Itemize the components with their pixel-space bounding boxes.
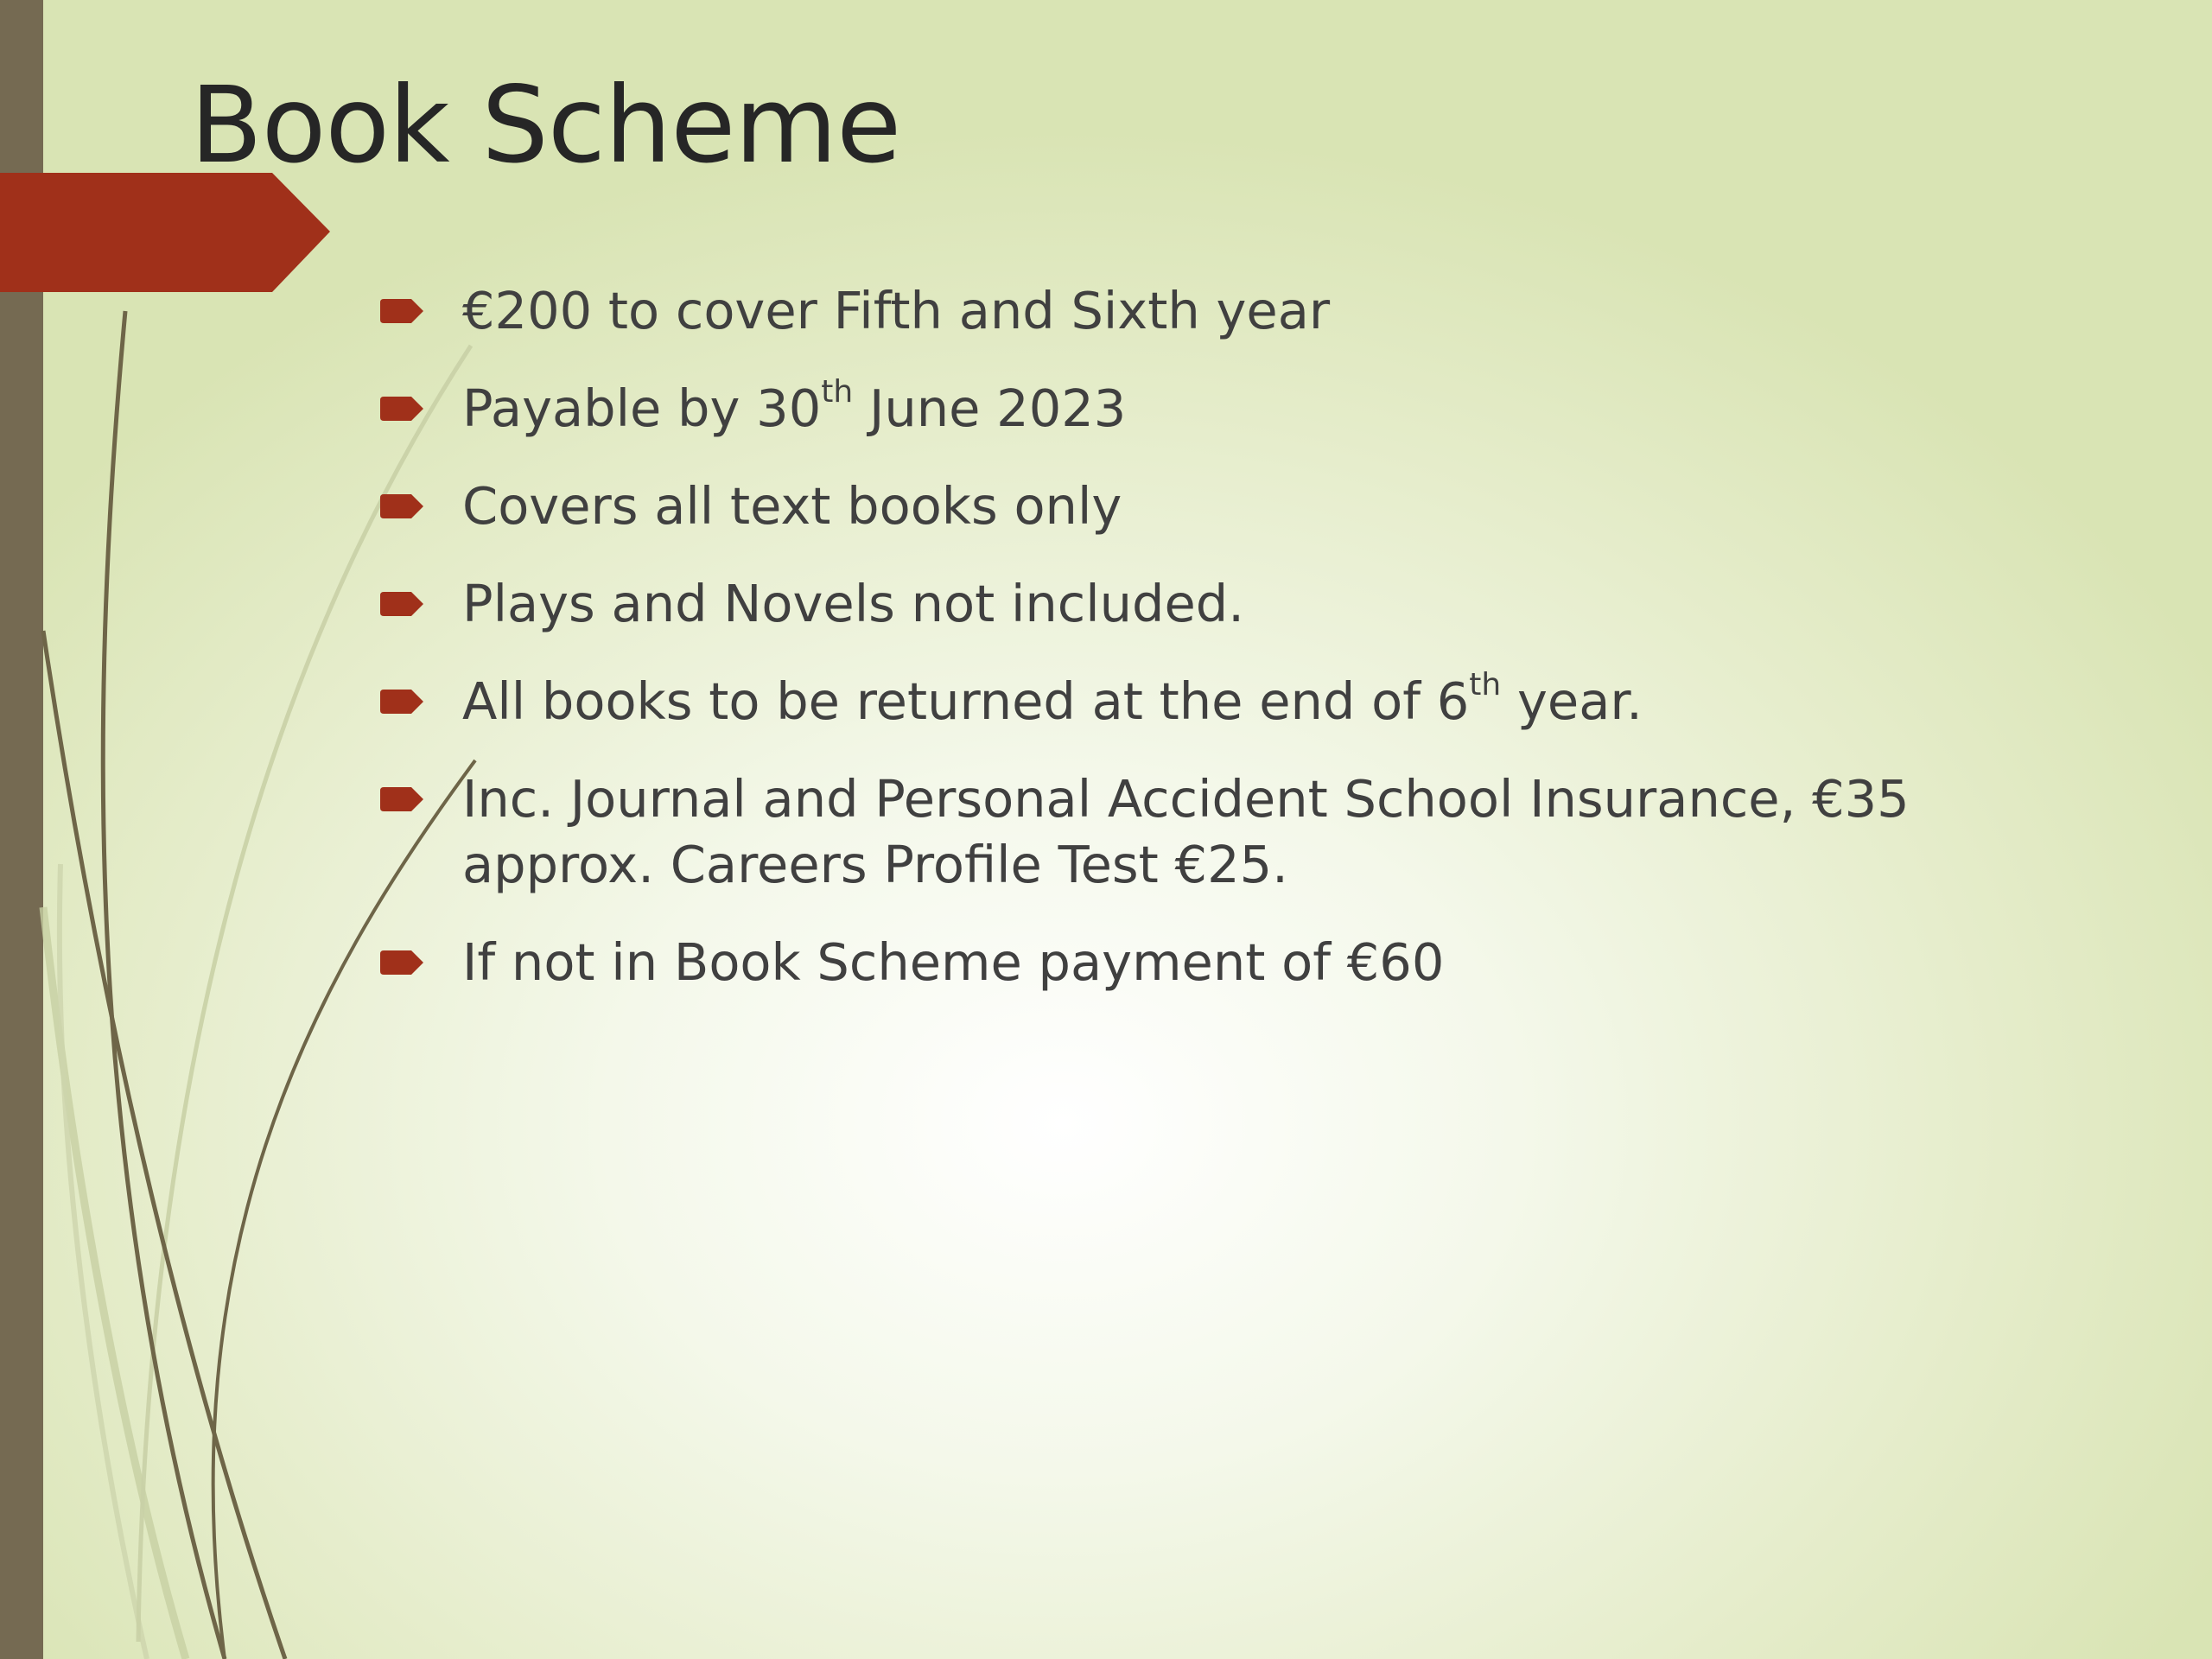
bullet-text: Plays and Novels not included. — [462, 574, 1244, 633]
arrow-bullet-icon — [380, 787, 423, 811]
bullet-text: If not in Book Scheme payment of €60 — [462, 932, 1445, 992]
arrow-bullet-icon — [380, 950, 423, 975]
bullet-list — [380, 278, 2100, 1027]
bullet-text: Covers all text books only — [462, 476, 1122, 536]
bullet-text: All books to be returned at the end of 6 — [462, 671, 1470, 731]
bullet-item — [380, 474, 2100, 539]
bullet-text: €200 to cover Fifth and Sixth year — [462, 281, 1331, 340]
bullet-item — [380, 766, 2100, 898]
slide-title: Book Scheme — [190, 64, 901, 187]
bullet-item — [380, 376, 2100, 442]
bullet-text: June 2023 — [853, 378, 1127, 438]
bullet-text: year. — [1501, 671, 1643, 731]
bullet-item — [380, 278, 2100, 344]
bullet-item — [380, 571, 2100, 637]
ordinal-suffix: th — [1469, 667, 1502, 702]
bullet-item — [380, 930, 2100, 995]
arrow-bullet-icon — [380, 592, 423, 616]
bullet-text: Payable by 30 — [462, 378, 822, 438]
ordinal-suffix: th — [821, 374, 854, 410]
arrow-bullet-icon — [380, 299, 423, 323]
arrow-bullet-icon — [380, 494, 423, 518]
bullet-item — [380, 669, 2100, 734]
arrow-bullet-icon — [380, 690, 423, 714]
bullet-text: Inc. Journal and Personal Accident School Insurance, €35 approx. Careers Profile Test €25. — [462, 769, 1910, 894]
arrow-bullet-icon — [380, 397, 423, 421]
